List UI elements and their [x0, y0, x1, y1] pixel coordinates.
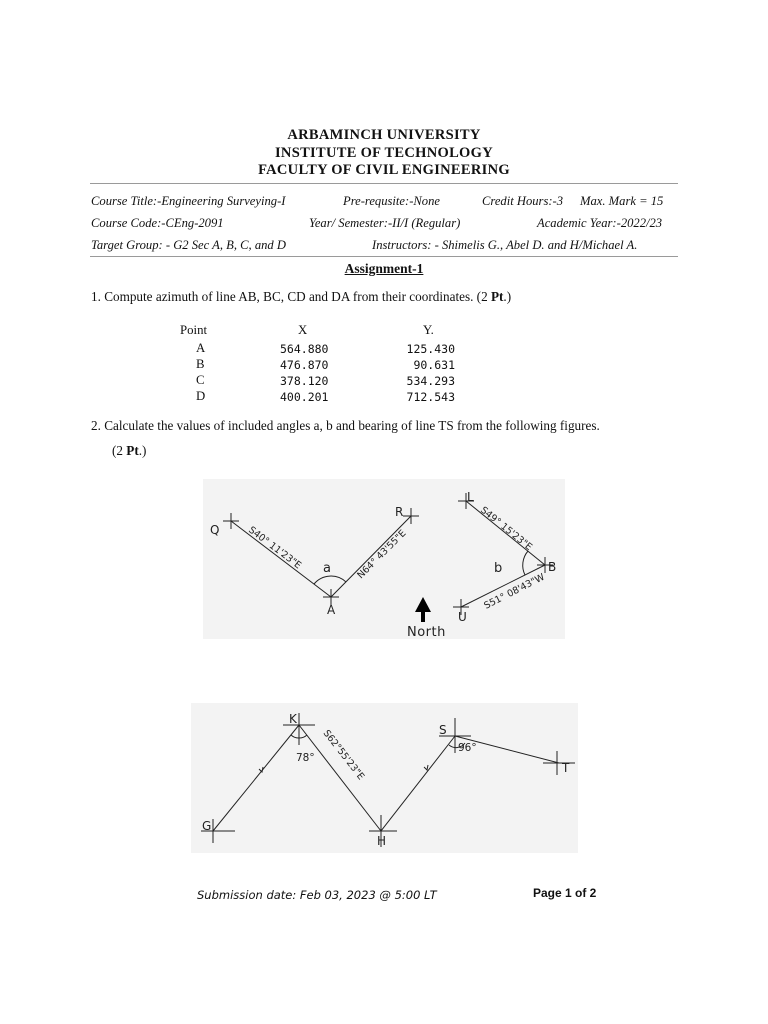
table-header-y: Y.: [423, 323, 434, 337]
table-cell-y: 712.543: [406, 390, 455, 404]
course-code: Course Code:-CEng-2091: [91, 216, 224, 230]
angle-label-a: a: [323, 561, 331, 576]
label-l: L: [467, 490, 474, 504]
academic-year: Academic Year:-2022/23: [537, 216, 663, 230]
target-group: Target Group: - G2 Sec A, B, C, and D: [91, 238, 286, 252]
direction-arrow-icon: [424, 765, 428, 770]
table-cell-point: B: [196, 357, 205, 371]
line-hs: [381, 736, 455, 831]
question-1-pt: Pt: [490, 289, 504, 304]
label-q: Q: [210, 523, 220, 537]
question-1-close: .): [503, 289, 512, 304]
institute-name: INSTITUTE OF TECHNOLOGY: [274, 145, 493, 161]
table-cell-y: 90.631: [413, 358, 455, 372]
angle-label-s: 96°: [458, 742, 477, 754]
line-gk: [213, 725, 299, 831]
label-k: K: [289, 712, 297, 726]
table-header-point: Point: [180, 323, 208, 337]
bearing-qa: S40° 11'23"E: [246, 524, 304, 572]
label-g: G: [202, 819, 212, 833]
table-cell-point: D: [196, 389, 206, 403]
credit-hours: Credit Hours:-3: [482, 194, 564, 208]
question-2-pt: Pt: [126, 443, 139, 458]
label-s: S: [439, 723, 447, 737]
figure-1: [203, 479, 565, 639]
direction-arrow-icon: [259, 767, 263, 772]
angle-label-k: 78°: [296, 752, 315, 764]
question-2-close: .): [138, 443, 147, 458]
instructors: Instructors: - Shimelis G., Abel D. and H/Michael A.: [372, 238, 638, 252]
course-title: Course Title:-Engineering Surveying-I: [91, 194, 286, 208]
university-name: ARBAMINCH UNIVERSITY: [287, 127, 481, 143]
north-arrow-icon: [415, 597, 431, 622]
assignment-title: Assignment-1: [344, 261, 424, 276]
angle-b-arc: [523, 551, 528, 575]
angle-a-arc: [314, 576, 346, 584]
question-1: [91, 289, 511, 305]
table-cell-y: 534.293: [406, 374, 455, 388]
bottom-rule: [90, 256, 678, 257]
question-2-points: [112, 443, 146, 459]
year-semester: Year/ Semester:-II/I (Regular): [309, 216, 461, 230]
top-rule: [90, 183, 678, 184]
table-cell-x: 564.880: [280, 342, 329, 356]
figure-2: [191, 703, 578, 853]
question-2-points-open: (2: [112, 443, 127, 458]
table-header-x: X: [298, 323, 308, 337]
table-cell-x: 476.870: [280, 358, 329, 372]
table-cell-point: A: [196, 341, 206, 355]
angle-label-b: b: [494, 561, 503, 576]
max-mark: Max. Mark = 15: [580, 194, 664, 208]
table-cell-y: 125.430: [406, 342, 455, 356]
bearing-kh: S62°55'23"E: [320, 728, 367, 783]
prerequisite: Pre-requsite:-None: [343, 194, 440, 208]
bearing-lb: S49° 15'23"E: [478, 504, 535, 554]
bearing-ub: S51° 08'43"W: [482, 571, 547, 612]
table-cell-point: C: [196, 373, 205, 387]
faculty-name: FACULTY OF CIVIL ENGINEERING: [258, 162, 510, 178]
table-cell-x: 400.201: [280, 390, 329, 404]
label-t: T: [562, 761, 570, 775]
north-label: North: [407, 625, 446, 639]
coordinate-table: [170, 323, 470, 407]
question-1-text: 1. Compute azimuth of line AB, BC, CD and DA from their coordinates. (2: [91, 289, 491, 304]
label-r: R: [395, 505, 404, 519]
submission-date: Submission date: Feb 03, 2023 @ 5:00 LT: [197, 888, 437, 902]
bearing-ar: N64° 43'55"E: [355, 527, 409, 582]
label-a: A: [327, 603, 336, 617]
label-u: U: [458, 610, 467, 624]
page-number: Page 1 of 2: [533, 886, 597, 900]
table-cell-x: 378.120: [280, 374, 329, 388]
label-b: B: [548, 560, 557, 574]
label-h: H: [377, 834, 387, 848]
question-2-text: 2. Calculate the values of included angles a, b and bearing of line TS from the following figures.: [91, 418, 600, 433]
